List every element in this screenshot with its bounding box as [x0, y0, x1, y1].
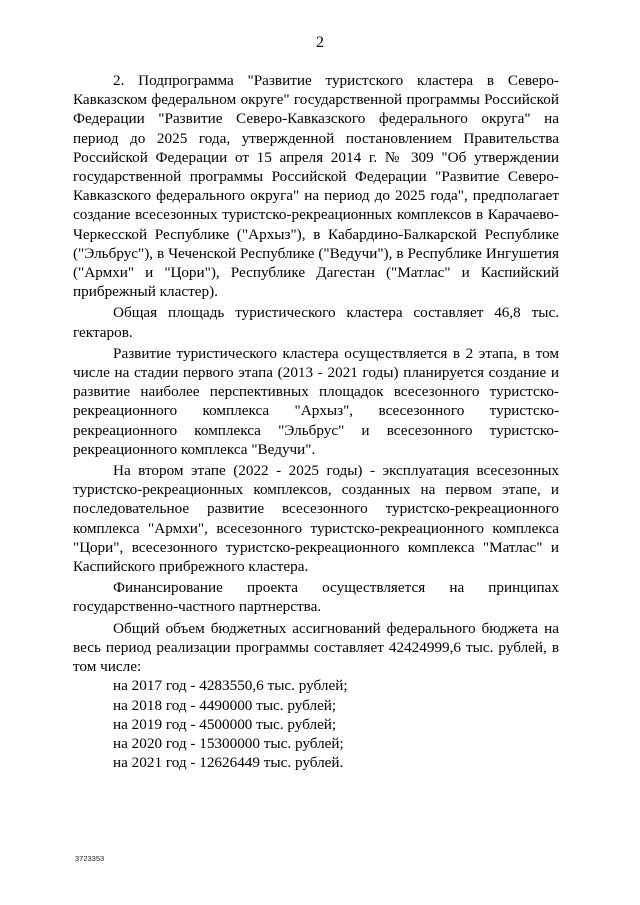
paragraph-stage-two: На втором этапе (2022 - 2025 годы) - эксплуатация всесезонных туристско-рекреационных комплексов, созданных на первом этапе, и последовательное развитие всесезонного туристско-рекреационного комплекса "Армхи", всесезонного туристско-рекреационного комплекса "Цори", всесезонного туристско-рекреационного комплекса "Матлас" и Каспийского прибрежного кластера.	[73, 462, 559, 576]
paragraph-subprogram: 2. Подпрограмма "Развитие туристского кластера в Северо-Кавказском федеральном округе" государственной программы Российской Федерации "Развитие Северо-Кавказского федерального округа" на период до 2025 года, утвержденной постановлением Правительства Российской Федерации от 15 апреля 2014 г. № 309 "Об утверждении государственной программы Российской Федерации "Развитие Северо-Кавказского федерального округа" на период до 2025 года", предполагает создание всесезонных туристско-рекреационных комплексов в Карачаево-Черкесской Республике ("Архыз"), в Кабардино-Балкарской Республике ("Эльбрус"), в Чеченской Республике ("Ведучи"), в Республике Ингушетия ("Армхи" и "Цори"), Республике Дагестан ("Матлас" и Каспийский прибрежный кластер).	[73, 72, 559, 301]
funding-year-item: на 2019 год - 4500000 тыс. рублей;	[113, 715, 337, 733]
funding-year-item: на 2017 год - 4283550,6 тыс. рублей;	[113, 677, 348, 695]
funding-year-item: на 2018 год - 4490000 тыс. рублей;	[113, 696, 337, 714]
document-code: 3723353	[75, 854, 105, 863]
funding-year-item: на 2021 год - 12626449 тыс. рублей.	[113, 754, 344, 772]
page-number: 2	[316, 34, 324, 51]
paragraph-budget-total: Общий объем бюджетных ассигнований федерального бюджета на весь период реализации программы составляет 42424999,6 тыс. рублей, в том числе:	[73, 619, 559, 676]
paragraph-financing: Финансирование проекта осуществляется на принципах государственно-частного партнерства.	[73, 579, 559, 616]
funding-year-item: на 2020 год - 15300000 тыс. рублей;	[113, 734, 344, 752]
paragraph-stage-one: Развитие туристического кластера осуществляется в 2 этапа, в том числе на стадии первого этапа (2013 - 2021 годы) планируется создание и развитие наиболее перспективных площадок всесезонного туристско-рекреационного комплекса "Архыз", всесезонного туристско-рекреационного комплекса "Эльбрус" и всесезонного туристско-рекреационного комплекса "Ведучи".	[73, 344, 559, 458]
paragraph-total-area: Общая площадь туристического кластера составляет 46,8 тыс. гектаров.	[73, 304, 559, 341]
funding-year-list	[73, 676, 559, 772]
document-body	[73, 71, 559, 772]
